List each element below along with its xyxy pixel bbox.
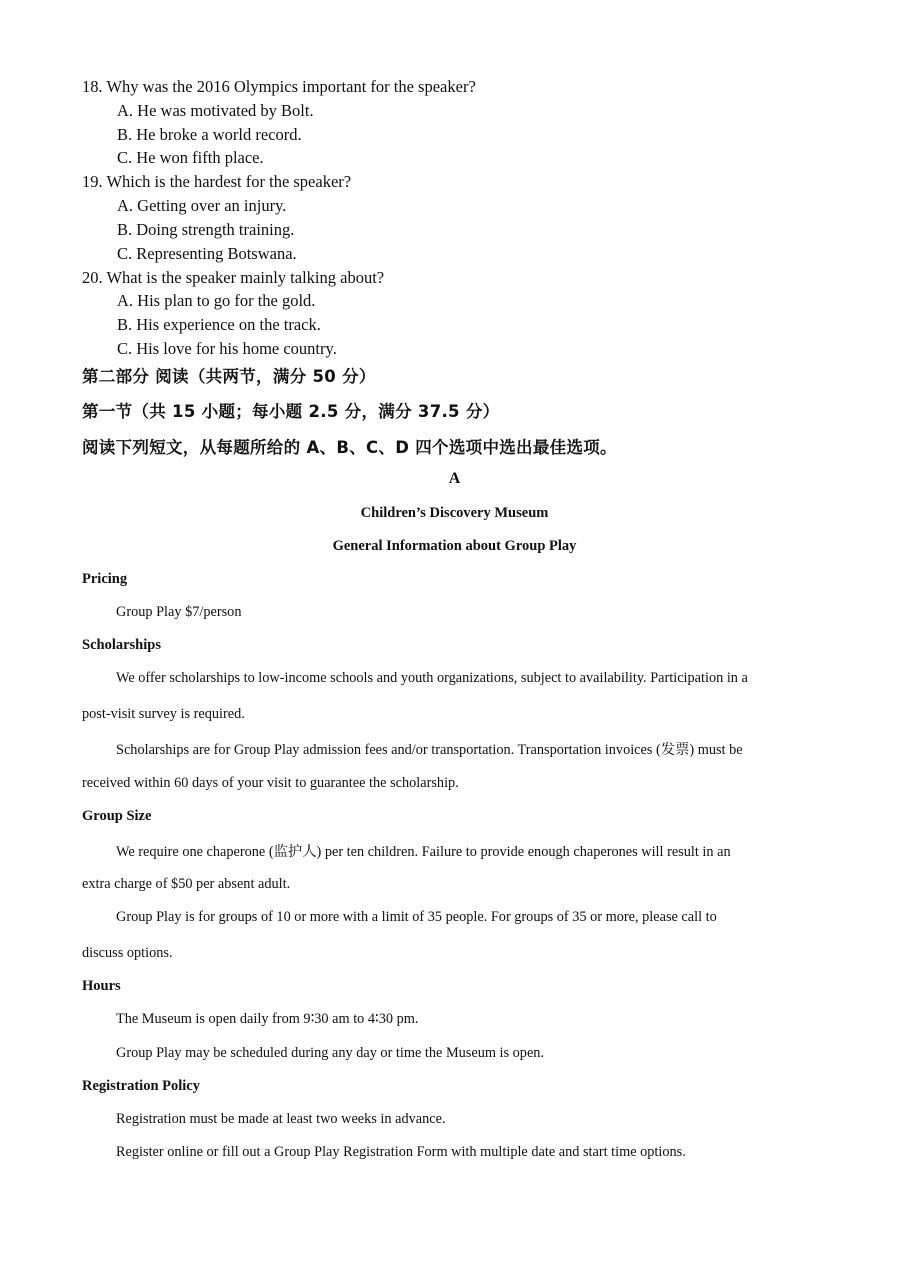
option-18a: A. He was motivated by Bolt. xyxy=(117,101,314,120)
hours-p2: Group Play may be scheduled during any day or time the Museum is open. xyxy=(116,1045,545,1061)
option-18b: B. He broke a world record. xyxy=(117,125,302,144)
hours-p1: The Museum is open daily from 9∶30 am to 4∶30 pm. xyxy=(116,1011,419,1027)
scholarships-heading: Scholarships xyxy=(82,637,161,653)
question-20: 20. What is the speaker mainly talking about? xyxy=(82,268,385,287)
group-size-heading: Group Size xyxy=(82,808,152,824)
registration-heading: Registration Policy xyxy=(82,1078,200,1094)
registration-p2: Register online or fill out a Group Play Registration Form with multiple date and start time options. xyxy=(116,1144,686,1160)
option-18c: C. He won fifth place. xyxy=(117,148,264,167)
hours-heading: Hours xyxy=(82,978,121,994)
passage-title: Children’s Discovery Museum xyxy=(360,505,549,521)
option-20c: C. His love for his home country. xyxy=(117,339,337,358)
pricing-text: Group Play $7/person xyxy=(116,604,242,620)
passage-subtitle: General Information about Group Play xyxy=(332,538,577,554)
question-19: 19. Which is the hardest for the speaker? xyxy=(82,172,352,191)
option-19c: C. Representing Botswana. xyxy=(117,244,297,263)
group-size-p1-line1: We require one chaperone (监护人) per ten children. Failure to provide enough chaperones will result in an xyxy=(116,844,731,860)
option-19a: A. Getting over an injury. xyxy=(117,196,287,215)
option-20b: B. His experience on the track. xyxy=(117,315,321,334)
part-two-heading: 第二部分 阅读（共两节，满分 50 分） xyxy=(82,367,376,386)
group-size-p2-line2: discuss options. xyxy=(82,945,173,961)
reading-instruction: 阅读下列短文，从每题所给的 A、B、C、D 四个选项中选出最佳选项。 xyxy=(82,438,617,457)
option-20a: A. His plan to go for the gold. xyxy=(117,291,316,310)
pricing-heading: Pricing xyxy=(82,571,128,587)
scholarships-p1-line1: We offer scholarships to low-income schools and youth organizations, subject to availability. Participation in a xyxy=(116,670,748,686)
group-size-p1-line2: extra charge of $50 per absent adult. xyxy=(82,876,291,892)
scholarships-p2-line2: received within 60 days of your visit to guarantee the scholarship. xyxy=(82,775,459,791)
section-one-heading: 第一节（共 15 小题；每小题 2.5 分，满分 37.5 分） xyxy=(82,402,500,421)
scholarships-p2-line1: Scholarships are for Group Play admission fees and/or transportation. Transportation invoices (发票) must be xyxy=(116,742,743,758)
option-19b: B. Doing strength training. xyxy=(117,220,295,239)
registration-p1: Registration must be made at least two weeks in advance. xyxy=(116,1111,446,1127)
passage-letter: A xyxy=(448,470,461,487)
group-size-p2-line1: Group Play is for groups of 10 or more with a limit of 35 people. For groups of 35 or more, please call to xyxy=(116,909,717,925)
scholarships-p1-line2: post-visit survey is required. xyxy=(82,706,245,722)
question-18: 18. Why was the 2016 Olympics important for the speaker? xyxy=(82,77,476,96)
